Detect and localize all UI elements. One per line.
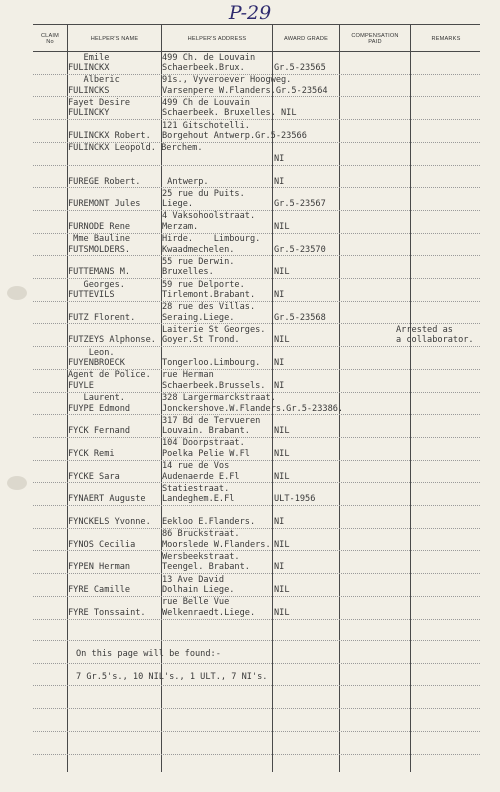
row-separator	[33, 731, 480, 732]
cell-address: Liege.	[162, 199, 194, 210]
cell-name: FYRE Tonssaint.	[68, 607, 146, 618]
cell-name: Alberic	[68, 75, 120, 86]
cell-name: FUTTEVILS	[68, 290, 115, 300]
cell-award: NI	[274, 176, 285, 187]
cell-address: Borgehout Antwerp.Gr.5-23566	[162, 131, 307, 142]
page-code: P-29	[228, 2, 272, 24]
cell-name: FYCKE Sara	[68, 471, 120, 482]
cell-address: 4 Vaksohoolstraat.	[162, 211, 256, 222]
header-helper-name	[68, 28, 161, 50]
cell-award: Gr.5-23570	[274, 244, 326, 255]
punch-hole-top	[7, 286, 27, 300]
cell-award: NIL	[274, 539, 290, 550]
header-helper-address-text: HELPER'S ADDRESS	[187, 35, 247, 42]
cell-address: 104 Doorpstraat.	[162, 438, 245, 449]
cell-address: Poelka Pelie W.Fl	[162, 448, 250, 459]
cell-address: Landeghem.E.Fl	[162, 494, 235, 505]
cell-name: Emile	[68, 52, 110, 63]
cell-name: FULINCKS	[68, 85, 110, 96]
cell-address: 91s., Vyveroever Hoogweg.	[162, 75, 292, 86]
cell-name: FYNOS Cecilia	[68, 539, 136, 550]
cell-address: Welkenraedt.Liege.	[162, 607, 256, 618]
cell-address: Bruxelles.	[162, 267, 214, 278]
cell-address: 28 rue des Villas.	[162, 302, 256, 313]
cell-award: Gr.5-23568	[274, 312, 326, 323]
cell-award: NIL	[274, 426, 290, 437]
cell-address: 25 rue du Puits.	[162, 188, 245, 199]
cell-award: NIL	[274, 448, 290, 459]
punch-hole-bottom	[7, 476, 27, 490]
cell-address: Seraing.Liege.	[162, 312, 235, 323]
cell-address: 499 Ch. de Louvain	[162, 52, 256, 63]
cell-name: FULINCKY	[68, 108, 110, 119]
row-separator	[33, 708, 480, 709]
cell-address: Dolhain Liege.	[162, 585, 235, 596]
row-separator	[33, 663, 480, 664]
cell-address: Kwaadmechelen.	[162, 244, 235, 255]
cell-award: NI	[274, 517, 285, 527]
cell-name: FULINCKX Leopold. Berchem.	[68, 143, 203, 154]
row-separator	[33, 754, 480, 755]
cell-address: rue Herman	[162, 370, 214, 381]
cell-name: Agent de Police.	[68, 370, 151, 381]
cell-award: Gr.5-23565	[274, 63, 326, 73]
cell-award: NIL	[274, 267, 290, 278]
cell-address: 14 rue de Vos	[162, 461, 230, 472]
cell-address: Varsenpere W.Flanders.Gr.5-23564	[162, 85, 328, 96]
cell-address: rue Belle Vue	[162, 597, 230, 608]
row-separator	[33, 165, 480, 166]
cell-award: ULT-1956	[274, 494, 316, 505]
cell-name: FYNAERT Auguste	[68, 494, 146, 505]
cell-award: NI	[274, 290, 285, 300]
column-divider	[410, 24, 411, 772]
cell-name: Georges.	[68, 279, 125, 290]
cell-name: FYCK Remi	[68, 448, 115, 459]
cell-address: Teengel. Brabant.	[162, 562, 250, 573]
cell-name: Mme Bauline	[68, 234, 131, 245]
cell-address: Louvain. Brabant.	[162, 426, 250, 437]
cell-name: FUYENBROECK	[68, 358, 125, 369]
cell-address: 328 Largermarckstraat.	[162, 393, 276, 403]
cell-name: Laurent.	[68, 393, 125, 403]
cell-address: Laiterie St Georges.	[162, 324, 266, 335]
cell-name: FYCK Fernand	[68, 426, 131, 437]
cell-address: Goyer.St Trond.	[162, 335, 240, 346]
header-helper-name-text: HELPER'S NAME	[90, 35, 139, 42]
cell-address: Antwerp.	[162, 176, 209, 187]
cell-name: FURNODE Rene	[68, 221, 131, 232]
cell-name: FUTZ Florent.	[68, 312, 136, 323]
table-top-rule	[33, 24, 480, 25]
cell-award: NIL	[274, 221, 290, 232]
cell-address: Tirlemont.Brabant.	[162, 290, 256, 300]
cell-address: Merzam.	[162, 221, 199, 232]
cell-address: Schaerbeek. Bruxelles. NIL	[162, 108, 297, 119]
row-separator	[33, 640, 480, 641]
cell-award: Gr.5-23567	[274, 199, 326, 210]
cell-name: FYRE Camille	[68, 585, 131, 596]
cell-address: Eekloo E.Flanders.	[162, 517, 256, 527]
cell-name: FUTSMOLDERS.	[68, 244, 131, 255]
cell-address: 121 Gitschotelli.	[162, 120, 250, 131]
cell-address: Tongerloo.Limbourg.	[162, 358, 261, 369]
cell-award: NIL	[274, 471, 290, 482]
header-helper-address	[162, 28, 272, 50]
header-remarks-text: REMARKS	[431, 35, 461, 42]
cell-name: Fayet Desire	[68, 97, 131, 108]
cell-address: 55 rue Derwin.	[162, 256, 235, 267]
header-award-grade-text: AWARD GRADE	[283, 35, 329, 42]
cell-name: FYPEN Herman	[68, 562, 131, 573]
cell-address: Schaerbeek.Brussels.	[162, 380, 266, 391]
cell-name: FUTTEMANS M.	[68, 267, 131, 278]
cell-address: Statiestraat.	[162, 483, 230, 494]
row-separator	[33, 685, 480, 686]
cell-award: NI	[274, 380, 285, 391]
cell-award: NI	[274, 562, 285, 573]
cell-address: Moorslede W.Flanders.	[162, 539, 271, 550]
header-claim-no-text: CLAIM No	[40, 32, 60, 45]
cell-address: Audenaerde E.Fl	[162, 471, 240, 482]
cell-remarks: a collaborator.	[396, 335, 474, 346]
cell-address: 59 rue Delporte.	[162, 279, 245, 290]
cell-name: FUREGE Robert.	[68, 176, 141, 187]
cell-address: 13 Ave David	[162, 574, 225, 585]
cell-address: Hirde. Limbourg.	[162, 234, 261, 245]
header-compensation-paid-text: COMPENSATION PAID	[351, 32, 399, 45]
cell-address: Wersbeekstraat.	[162, 551, 240, 562]
cell-name: FUYPE Edmond	[68, 403, 131, 414]
summary-line-1: On this page will be found:-	[76, 649, 221, 659]
summary-line-2: 7 Gr.5's., 10 NIL's., 1 ULT., 7 NI's.	[76, 672, 268, 682]
header-claim-no	[33, 28, 67, 50]
cell-address: Schaerbeek.Brux.	[162, 63, 245, 73]
cell-address: 317 Bd de Tervueren	[162, 415, 261, 426]
cell-award: NI	[274, 153, 285, 164]
cell-name: FULINCKX	[68, 63, 110, 73]
cell-name: FULINCKX Robert.	[68, 131, 151, 142]
header-compensation-paid	[340, 28, 410, 50]
cell-award: NIL	[274, 607, 290, 618]
cell-address: Jonckershove.W.Flanders.Gr.5-23386.	[162, 403, 344, 414]
cell-name: FUYLE	[68, 380, 94, 391]
cell-name: Leon.	[68, 347, 115, 358]
cell-award: NI	[274, 358, 285, 369]
cell-name: FYNCKELS Yvonne.	[68, 517, 151, 527]
cell-award: NIL	[274, 335, 290, 346]
cell-address: 86 Bruckstraat.	[162, 529, 240, 540]
cell-name: FUTZEYS Alphonse.	[68, 335, 156, 346]
header-award-grade	[273, 28, 339, 50]
cell-remarks: Arrested as	[396, 324, 453, 335]
column-divider	[339, 24, 340, 772]
cell-name: FUREMONT Jules	[68, 199, 141, 210]
cell-award: NIL	[274, 585, 290, 596]
cell-address: 499 Ch de Louvain	[162, 97, 250, 108]
header-remarks	[411, 28, 481, 50]
